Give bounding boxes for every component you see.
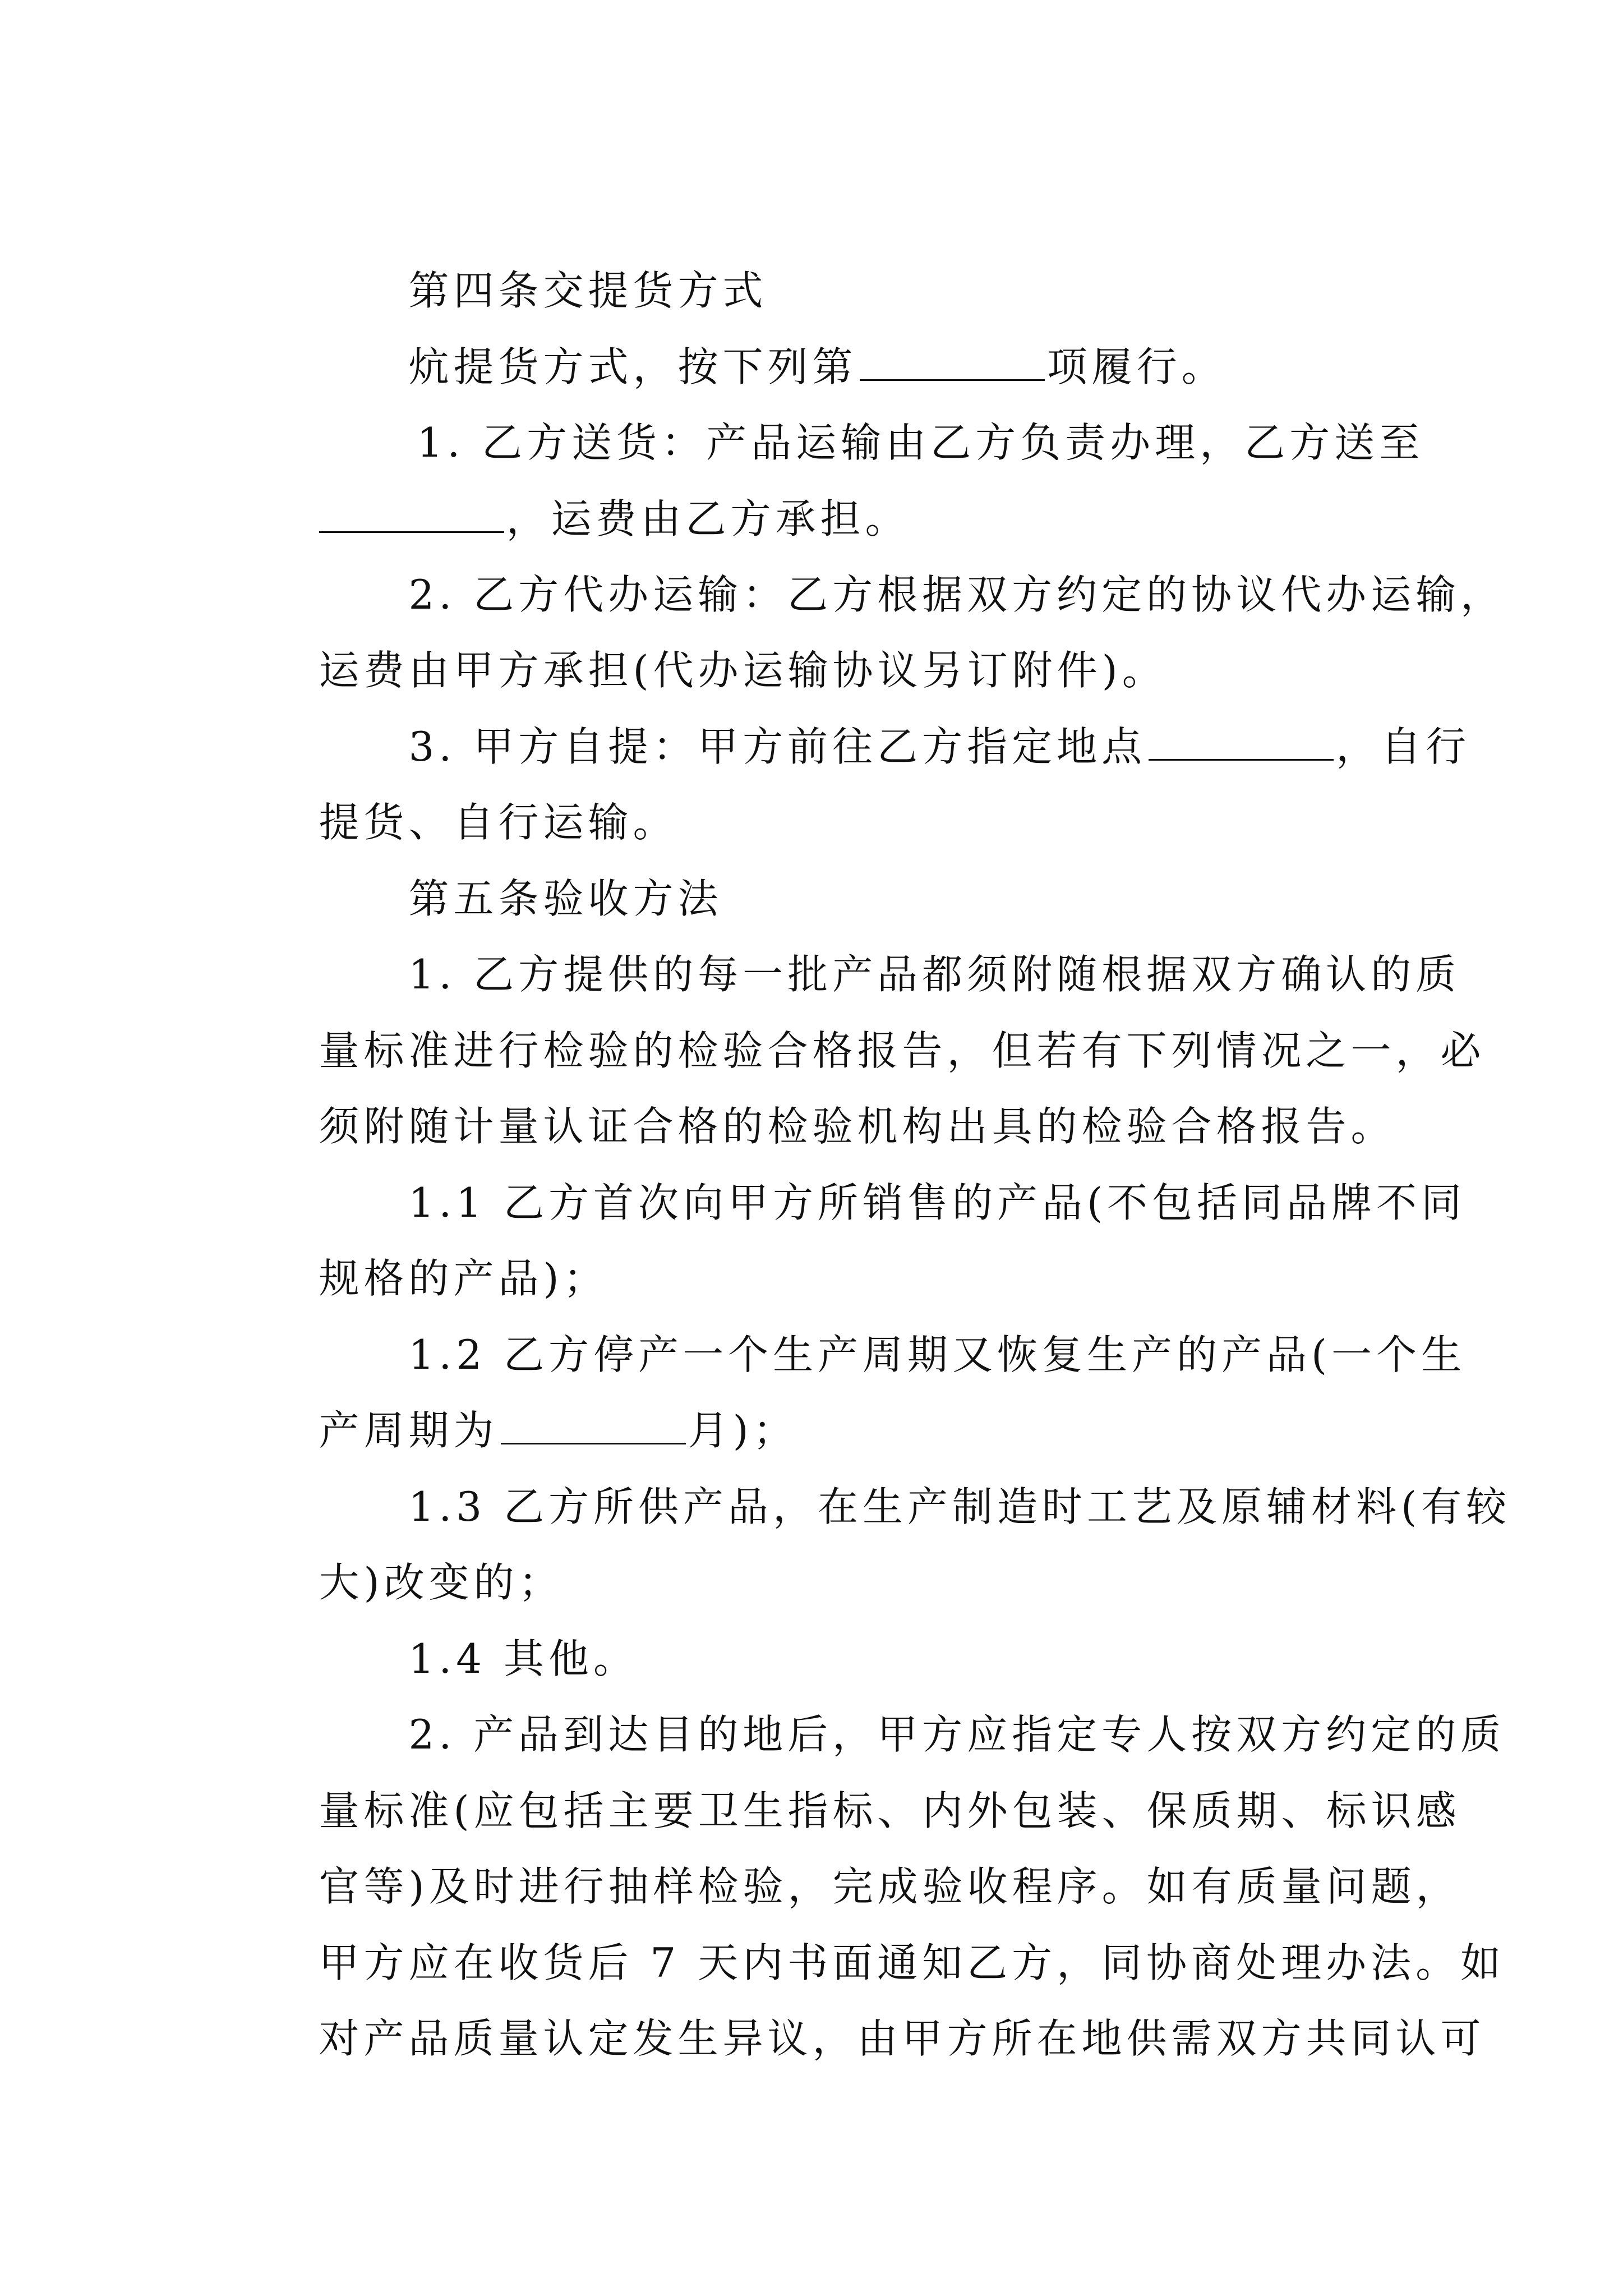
paragraph-line xyxy=(339,1127,1467,1226)
line-text: 炕提货方式，按下列第 xyxy=(408,343,857,390)
paragraph-line xyxy=(250,1355,798,1454)
paragraph-line xyxy=(339,291,1227,390)
paragraph-line xyxy=(339,1279,1467,1378)
line-text: 提货、自行运输。 xyxy=(319,799,678,846)
paragraph-line xyxy=(339,1659,1506,1758)
line-text: 2. 乙方代办运输：乙方根据双方约定的协议代办运输， xyxy=(408,571,1506,618)
paragraph-line xyxy=(250,1811,1461,1910)
paragraph-line xyxy=(250,1887,1506,1986)
line-text: 量标准进行检验的检验合格报告，但若有下列情况之一，必 xyxy=(319,1027,1486,1074)
line-text: 大)改变的； xyxy=(319,1559,564,1606)
paragraph-line xyxy=(250,1735,1461,1834)
line-text: 1.1 乙方首次向甲方所销售的产品(不包括同品牌不同 xyxy=(408,1179,1467,1226)
paragraph-line xyxy=(339,899,1461,998)
fill-in-blank[interactable] xyxy=(1149,722,1334,761)
line-text: 量标准(应包括主要卫生指标、内外包装、保质期、标识感 xyxy=(319,1787,1461,1834)
paragraph-line xyxy=(250,595,1167,694)
paragraph-line xyxy=(250,747,678,846)
line-text: 产周期为 xyxy=(319,1407,499,1454)
line-text: 须附随计量认证合格的检验机构出具的检验合格报告。 xyxy=(319,1103,1396,1150)
paragraph-line xyxy=(339,671,1471,770)
line-text: ，运费由乙方承担。 xyxy=(506,495,910,542)
section-heading-delivery xyxy=(339,215,768,314)
line-text: 运费由甲方承担(代办运输协议另订附件)。 xyxy=(319,647,1167,694)
paragraph-line xyxy=(250,1963,1486,2062)
paragraph-line xyxy=(250,1203,608,1302)
line-text: 1. 乙方提供的每一批产品都须附随根据双方确认的质 xyxy=(408,951,1461,998)
line-text: 1.4 其他。 xyxy=(408,1635,638,1682)
line-text: 对产品质量认定发生异议，由甲方所在地供需双方共同认可 xyxy=(319,2015,1486,2062)
paragraph-line xyxy=(339,519,1506,618)
line-text: 月)； xyxy=(688,1407,798,1454)
paragraph-line xyxy=(250,443,910,542)
line-text: 项履行。 xyxy=(1046,343,1227,390)
line-text: 1.3 乙方所供产品，在生产制造时工艺及原辅材料(有较 xyxy=(408,1483,1511,1530)
line-text: 2. 产品到达目的地后，甲方应指定专人按双方约定的质 xyxy=(408,1711,1506,1758)
line-text: 官等)及时进行抽样检验，完成验收程序。如有质量问题， xyxy=(319,1863,1461,1910)
paragraph-line xyxy=(339,1431,1511,1530)
paragraph-line xyxy=(250,1507,564,1606)
line-text: 规格的产品)； xyxy=(319,1255,608,1302)
line-text: 1.2 乙方停产一个生产周期又恢复生产的产品(一个生 xyxy=(408,1331,1467,1378)
line-text: 第四条交提货方式 xyxy=(408,267,768,314)
line-text: 甲方应在收货后 7 天内书面通知乙方，同协商处理办法。如 xyxy=(319,1939,1506,1986)
section-heading-inspection xyxy=(339,823,723,922)
line-text: 3. 甲方自提：甲方前往乙方指定地点 xyxy=(408,723,1147,770)
paragraph-line xyxy=(250,1051,1396,1150)
line-text: 第五条验收方法 xyxy=(408,875,723,922)
paragraph-line xyxy=(250,975,1486,1074)
line-text: 1. 乙方送货：产品运输由乙方负责办理，乙方送至 xyxy=(417,419,1424,466)
paragraph-line xyxy=(348,367,1424,466)
paragraph-line xyxy=(339,1583,638,1682)
line-text: ，自行 xyxy=(1336,723,1471,770)
